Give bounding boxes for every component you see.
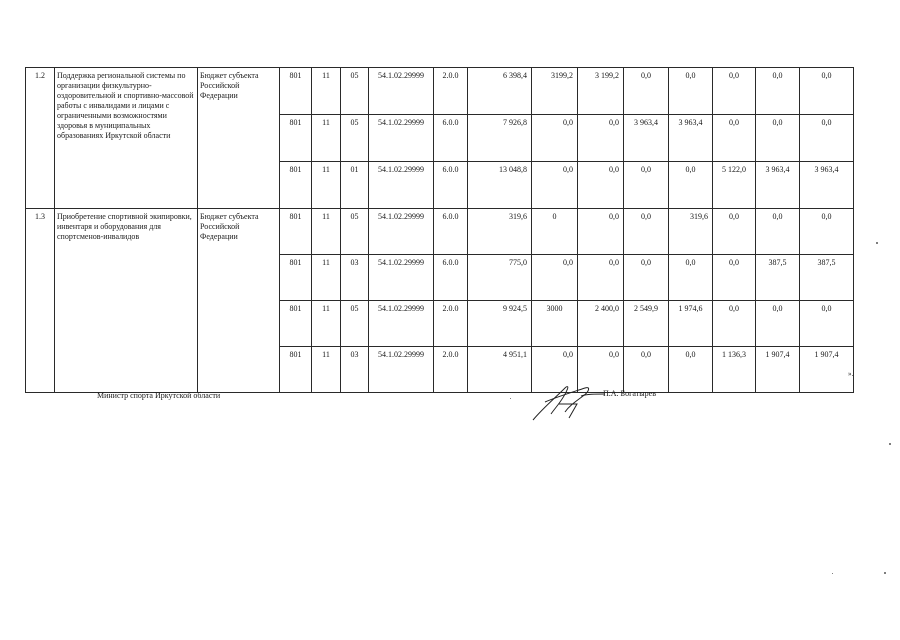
cell: 319,6	[468, 209, 532, 255]
cell: 801	[280, 115, 312, 162]
cell: 2.0.0	[434, 347, 468, 393]
cell: 0,0	[756, 301, 800, 347]
cell: 387,5	[756, 255, 800, 301]
cell: 0,0	[624, 255, 669, 301]
cell: 54.1.02.29999	[369, 209, 434, 255]
cell: 0,0	[624, 347, 669, 393]
cell: 54.1.02.29999	[369, 162, 434, 209]
cell: 801	[280, 209, 312, 255]
cell: 54.1.02.29999	[369, 115, 434, 162]
cell: 0,0	[800, 301, 854, 347]
cell: 6.0.0	[434, 162, 468, 209]
cell: 6.0.0	[434, 115, 468, 162]
cell: 03	[341, 255, 369, 301]
cell: 0,0	[669, 68, 713, 115]
closing-quote-mark: ».	[848, 370, 854, 378]
cell: 0,0	[713, 255, 756, 301]
activity-name: Приобретение спортивной экипировки, инвентаря и оборудования для спортсменов-инвалидов	[55, 209, 198, 393]
cell: 0,0	[713, 115, 756, 162]
cell: 0,0	[669, 255, 713, 301]
cell: 05	[341, 209, 369, 255]
cell: 2.0.0	[434, 68, 468, 115]
cell: 387,5	[800, 255, 854, 301]
signer-position: Министр спорта Иркутской области	[97, 391, 221, 400]
cell: 0,0	[532, 162, 578, 209]
cell: 801	[280, 301, 312, 347]
cell: 0,0	[532, 347, 578, 393]
cell: 801	[280, 68, 312, 115]
cell: 11	[312, 301, 341, 347]
cell: 11	[312, 162, 341, 209]
cell: 801	[280, 347, 312, 393]
cell: 2.0.0	[434, 301, 468, 347]
cell: 05	[341, 115, 369, 162]
row-number: 1.3	[26, 209, 55, 393]
cell: 2 400,0	[578, 301, 624, 347]
cell: 9 924,5	[468, 301, 532, 347]
cell: 1 907,4	[756, 347, 800, 393]
cell: 0,0	[624, 68, 669, 115]
cell: 11	[312, 68, 341, 115]
cell: 801	[280, 162, 312, 209]
cell: 4 951,1	[468, 347, 532, 393]
scan-speck	[889, 443, 891, 445]
activity-name: Поддержка региональной системы по организации физкультурно-оздоровительной и спортивно-массовой работы с инвалидами и лицами с ограниченными возможностями здоровья в муниципальных образованиях Иркутской области	[55, 68, 198, 209]
cell: 3 963,4	[624, 115, 669, 162]
funding-source: Бюджет субъекта Российской Федерации	[198, 209, 280, 393]
cell: 3 963,4	[756, 162, 800, 209]
cell: 0,0	[578, 162, 624, 209]
cell: 0,0	[532, 115, 578, 162]
scan-speck	[832, 573, 833, 574]
cell: 54.1.02.29999	[369, 255, 434, 301]
cell: 0,0	[800, 115, 854, 162]
cell: 0,0	[624, 209, 669, 255]
scan-speck	[876, 242, 878, 244]
funding-source: Бюджет субъекта Российской Федерации	[198, 68, 280, 209]
handwritten-signature	[525, 378, 615, 424]
budget-table	[25, 67, 854, 393]
cell: 0,0	[756, 209, 800, 255]
cell: 0,0	[578, 347, 624, 393]
row-number: 1.2	[26, 68, 55, 209]
cell: 0,0	[669, 162, 713, 209]
cell: 11	[312, 347, 341, 393]
scan-speck	[510, 398, 511, 399]
table-row	[26, 209, 854, 255]
cell: 3199,2	[532, 68, 578, 115]
cell: 6.0.0	[434, 255, 468, 301]
cell: 0,0	[800, 209, 854, 255]
cell: 6 398,4	[468, 68, 532, 115]
cell: 11	[312, 209, 341, 255]
cell: 54.1.02.29999	[369, 301, 434, 347]
cell: 801	[280, 255, 312, 301]
cell: 0,0	[756, 68, 800, 115]
signer-name: П.А. Богатырев	[603, 389, 656, 398]
cell: 54.1.02.29999	[369, 347, 434, 393]
cell: 0,0	[669, 347, 713, 393]
cell: 0,0	[578, 115, 624, 162]
cell: 54.1.02.29999	[369, 68, 434, 115]
cell: 0,0	[713, 301, 756, 347]
cell: 3000	[532, 301, 578, 347]
table-row	[26, 68, 854, 115]
cell: 03	[341, 347, 369, 393]
cell: 05	[341, 68, 369, 115]
cell: 0,0	[624, 162, 669, 209]
cell: 3 963,4	[669, 115, 713, 162]
cell: 319,6	[669, 209, 713, 255]
cell: 5 122,0	[713, 162, 756, 209]
cell: 775,0	[468, 255, 532, 301]
cell: 01	[341, 162, 369, 209]
cell: 2 549,9	[624, 301, 669, 347]
cell: 0,0	[713, 68, 756, 115]
scan-speck	[884, 572, 886, 574]
cell: 0,0	[756, 115, 800, 162]
cell: 3 963,4	[800, 162, 854, 209]
cell: 6.0.0	[434, 209, 468, 255]
cell: 0	[532, 209, 578, 255]
cell: 05	[341, 301, 369, 347]
cell: 0,0	[800, 68, 854, 115]
cell: 0,0	[578, 209, 624, 255]
cell: 0,0	[713, 209, 756, 255]
cell: 7 926,8	[468, 115, 532, 162]
cell: 11	[312, 115, 341, 162]
cell: 1 907,4	[800, 347, 854, 393]
cell: 0,0	[532, 255, 578, 301]
cell: 11	[312, 255, 341, 301]
cell: 0,0	[578, 255, 624, 301]
cell: 1 136,3	[713, 347, 756, 393]
cell: 3 199,2	[578, 68, 624, 115]
cell: 13 048,8	[468, 162, 532, 209]
cell: 1 974,6	[669, 301, 713, 347]
